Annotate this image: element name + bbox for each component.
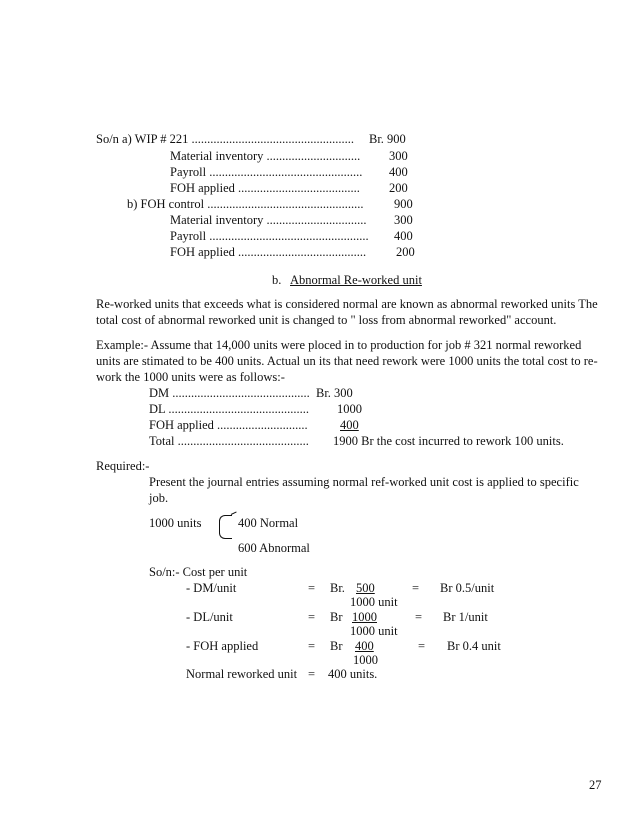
solution-b-amount: 900 — [394, 197, 413, 211]
cpu-prefix: Br. — [330, 581, 345, 595]
cpu-prefix: Br — [330, 639, 343, 653]
cpu-eq: = — [415, 610, 423, 624]
cpu-numerator: 500 — [356, 581, 375, 595]
normal-reworked-label: Normal reworked unit — [186, 667, 298, 681]
journal-line: FOH applied ....................................... — [170, 181, 360, 195]
paragraph-line: Re-worked units that exceeds what is considered normal are known as abnormal reworked units The — [96, 297, 598, 311]
normal-reworked-value: 400 units. — [328, 667, 378, 681]
cpu-prefix: Br — [330, 610, 343, 624]
cpu-result: Br 0.4 unit — [447, 639, 501, 653]
cpu-result: Br 1/unit — [443, 610, 488, 624]
cpu-label: - DL/unit — [186, 610, 233, 624]
example-line: units are stimated to be 400 units. Actual un its that need rework were 1000 units the total cost to re- — [96, 354, 598, 368]
normal-units: 400 Normal — [238, 516, 299, 530]
journal-amount: 200 — [396, 245, 415, 259]
journal-line: Material inventory ................................ — [170, 213, 367, 227]
cost-label: DM ............................................ — [149, 386, 310, 400]
cpu-eq: = — [412, 581, 420, 595]
total-units: 1000 units — [149, 516, 202, 530]
cpu-eq: = — [308, 581, 316, 595]
required-text: job. — [149, 491, 169, 505]
page-number: 27 — [589, 778, 602, 792]
journal-amount: 300 — [389, 149, 408, 163]
journal-line: Payroll ................................................. — [170, 165, 363, 179]
solution-a-amount: Br. 900 — [369, 132, 406, 146]
abnormal-units: 600 Abnormal — [238, 541, 310, 555]
cpu-denominator: 1000 — [353, 653, 378, 667]
cost-label: Total .......................................... — [149, 434, 309, 448]
section-title: Abnormal Re-worked unit — [290, 273, 422, 287]
cpu-denominator: 1000 unit — [350, 624, 398, 638]
cost-amount: 1900 Br the cost incurred to rework 100 units. — [333, 434, 564, 448]
journal-amount: 400 — [389, 165, 408, 179]
cost-label: FOH applied ............................. — [149, 418, 308, 432]
cpu-label: - DM/unit — [186, 581, 237, 595]
cost-label: DL ............................................. — [149, 402, 309, 416]
cpu-eq: = — [418, 639, 426, 653]
section-prefix: b. — [272, 273, 282, 287]
solution-b-header: b) FOH control .................................................. — [127, 197, 364, 211]
cost-per-unit-title: So/n:- Cost per unit — [149, 565, 248, 579]
journal-amount: 200 — [389, 181, 408, 195]
cpu-denominator: 1000 unit — [350, 595, 398, 609]
cpu-result: Br 0.5/unit — [440, 581, 495, 595]
cpu-numerator: 1000 — [352, 610, 377, 624]
normal-reworked-eq: = — [308, 667, 316, 681]
journal-amount: 400 — [394, 229, 413, 243]
cpu-label: - FOH applied — [186, 639, 259, 653]
journal-line: Payroll ................................................... — [170, 229, 369, 243]
example-line: Example:- Assume that 14,000 units were ploced in to production for job # 321 normal reworked — [96, 338, 582, 352]
cost-amount: 400 — [340, 418, 359, 432]
cost-amount: Br. 300 — [316, 386, 353, 400]
cost-amount: 1000 — [337, 402, 362, 416]
cpu-numerator: 400 — [355, 639, 374, 653]
journal-amount: 300 — [394, 213, 413, 227]
required-text: Present the journal entries assuming normal ref-worked unit cost is applied to specific — [149, 475, 579, 489]
cpu-eq: = — [308, 610, 316, 624]
required-label: Required:- — [96, 459, 150, 473]
journal-line: FOH applied ......................................... — [170, 245, 367, 259]
paragraph-line: total cost of abnormal reworked unit is changed to " loss from abnormal reworked" account. — [96, 313, 557, 327]
example-line: work the 1000 units were as follows:- — [96, 370, 285, 384]
cpu-eq: = — [308, 639, 316, 653]
solution-a-header: So/n a) WIP # 221 .................................................... — [96, 132, 354, 146]
bracket-icon — [219, 515, 232, 539]
journal-line: Material inventory .............................. — [170, 149, 361, 163]
